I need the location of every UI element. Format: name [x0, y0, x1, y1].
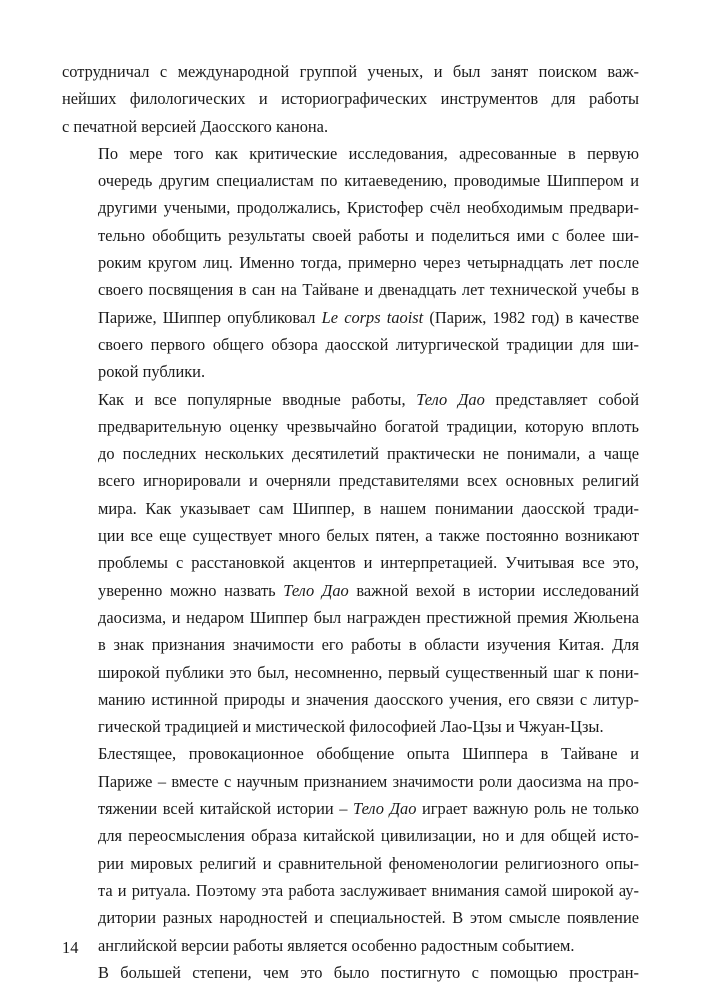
text-run: Блестящее, провокационное обобщение опыта Шиппера в Тайване и	[98, 744, 639, 764]
text-line	[62, 495, 639, 522]
text-line	[62, 194, 639, 221]
text-line	[62, 795, 639, 822]
text-run: широкой публики это был, несомненно, первый существенный шаг к пони-	[98, 662, 639, 682]
text-line	[62, 686, 639, 713]
text-run: Как и все популярные вводные работы,	[98, 389, 417, 409]
text-run: По мере того как критические исследования, адресованные в первую	[98, 143, 639, 163]
text-run: всего игнорировали и очерняли представителями всех основных религий	[98, 471, 639, 491]
text-run: ции все еще существует много белых пятен, а также постоянно возникают	[98, 526, 639, 546]
text-run: Париже – вместе с научным признанием значимости роли даосизма на про-	[98, 771, 639, 791]
text-run: тяжении всей китайской истории –	[98, 799, 354, 819]
text-run: проблемы с расстановкой акцентов и интерпретацией. Учитывая все это,	[98, 553, 639, 573]
text-line	[62, 768, 639, 795]
text-line	[62, 932, 639, 959]
text-run: английской версии работы является особенно радостным событием.	[98, 935, 575, 955]
text-line	[62, 113, 639, 140]
text-run: для переосмысления образа китайской цивилизации, но и для общей исто-	[98, 826, 639, 846]
text-run: в знак признания значимости его работы в области изучения Китая. Для	[98, 635, 639, 655]
paragraph	[62, 959, 639, 986]
text-line	[62, 549, 639, 576]
text-run: дитории разных народностей и специальностей. В этом смысле появление	[98, 908, 639, 928]
text-run: с печатной версией Даосского канона.	[62, 116, 329, 136]
text-run: нейших филологических и историографических инструментов для работы	[62, 89, 639, 109]
text-run: играет важную роль не только	[416, 799, 639, 819]
paragraph	[62, 140, 639, 386]
text-line	[62, 604, 639, 631]
text-line	[62, 904, 639, 931]
page-number: 14	[62, 938, 79, 957]
text-run: (Париж, 1982 год) в качестве	[423, 307, 639, 327]
text-line	[62, 467, 639, 494]
text-line	[62, 850, 639, 877]
paragraph	[62, 58, 639, 140]
text-run: очередь другим специалистам по китаеведению, проводимые Шиппером и	[98, 171, 639, 191]
text-run: тельно обобщить результаты своей работы и поделиться ими с более ши-	[98, 225, 639, 245]
text-run: роким кругом лиц. Именно тогда, примерно через четырнадцать лет после	[98, 253, 639, 273]
text-line	[62, 167, 639, 194]
text-line	[62, 276, 639, 303]
text-run: даосизма, и недаром Шиппер был награжден престижной премия Жюльена	[98, 607, 639, 627]
page-body	[62, 58, 639, 986]
text-line	[62, 249, 639, 276]
text-line	[62, 822, 639, 849]
text-run: гической традицией и мистической философией Лао-Цзы и Чжуан-Цзы.	[98, 717, 604, 737]
paragraph	[62, 740, 639, 958]
italic-title: Le corps taoist	[321, 307, 424, 327]
paragraph	[62, 386, 639, 741]
text-line	[62, 140, 639, 167]
text-line	[62, 577, 639, 604]
text-run: сотрудничал с международной группой ученых, и был занят поиском важ-	[62, 62, 639, 81]
text-line	[62, 740, 639, 767]
text-run: манию истинной природы и значения даосского учения, его связи с литур-	[98, 689, 639, 709]
text-line	[62, 413, 639, 440]
text-line	[62, 85, 639, 112]
text-run: важной вехой в истории исследований	[348, 580, 639, 600]
text-run: рии мировых религий и сравнительной феноменологии религиозного опы-	[98, 853, 639, 873]
text-line	[62, 58, 639, 85]
text-run: та и ритуала. Поэтому эта работа заслуживает внимания самой широкой ау-	[98, 880, 639, 900]
italic-title: Тело Дао	[353, 799, 417, 819]
text-run: мира. Как указывает сам Шиппер, в нашем понимании даосской тради-	[98, 498, 639, 518]
text-line	[62, 659, 639, 686]
text-line	[62, 522, 639, 549]
text-run: своего первого общего обзора даосской литургической традиции для ши-	[98, 334, 639, 354]
text-line	[62, 358, 639, 385]
text-run: другими учеными, продолжались, Кристофер счёл необходимым предвари-	[98, 198, 639, 218]
text-line	[62, 877, 639, 904]
italic-title: Тело Дао	[283, 580, 349, 600]
text-run: предварительную оценку чрезвычайно богатой традиции, которую вплоть	[98, 416, 639, 436]
text-run: В большей степени, чем это было постигнуто с помощью простран-	[98, 962, 639, 982]
text-line	[62, 304, 639, 331]
text-run: до последних нескольких десятилетий практически не понимали, а чаще	[98, 444, 639, 464]
text-line	[62, 959, 639, 986]
text-run: рокой публики.	[98, 362, 206, 382]
italic-title: Тело Дао	[416, 389, 485, 409]
text-run: уверенно можно назвать	[98, 580, 284, 600]
text-run: представляет собой	[484, 389, 639, 409]
text-run: своего посвящения в сан на Тайване и двенадцать лет технической учебы в	[98, 280, 639, 300]
text-line	[62, 222, 639, 249]
text-line	[62, 631, 639, 658]
text-line	[62, 331, 639, 358]
text-line	[62, 386, 639, 413]
text-line	[62, 440, 639, 467]
text-line	[62, 713, 639, 740]
text-run: Париже, Шиппер опубликовал	[98, 307, 322, 327]
